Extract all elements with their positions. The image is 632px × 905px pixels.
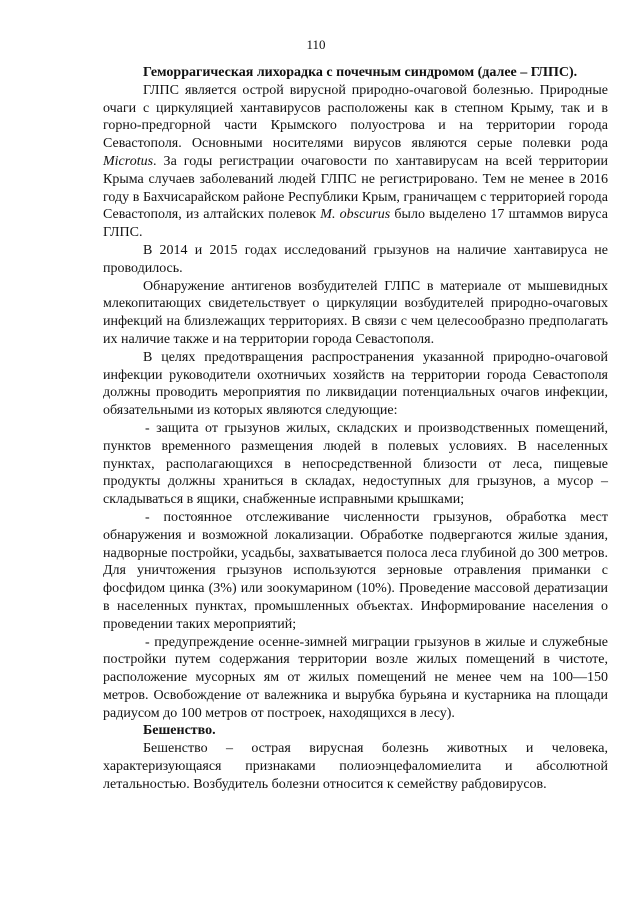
paragraph-antigens: Обнаружение антигенов возбудителей ГЛПС в материале от мышевидных млекопитающих свидетельствует о циркуляции возбудителей природно-очаговых инфекций на близлежащих территориях. В связи с чем целесообразно предполагать их наличие также и на территории города Севастополя. — [103, 278, 608, 347]
page-number: 110 — [306, 37, 326, 52]
page-content — [103, 64, 608, 794]
paragraph-studies: В 2014 и 2015 годах исследований грызунов на наличие хантавируса не проводилось. — [103, 242, 608, 276]
paragraph-prevention: В целях предотвращения распространения указанной природно-очаговой инфекции руководители охотничьих хозяйств на территории города Севастополя должны проводить мероприятия по ликвидации потенциальных очагов инфекции, обязательными из которых являются следующие: — [103, 349, 608, 419]
section-heading-rabies: Бешенство. — [143, 723, 216, 739]
paragraph-rabies: Бешенство – острая вирусная болезнь животных и человека, характеризующаяся признаками полиоэнцефаломиелита и абсолютной летальностью. Возбудитель болезни относится к семейству рабдовирусов. — [103, 741, 608, 792]
measure-item: - предупреждение осенне-зимней миграции грызунов в жилые и служебные постройки путем содержания территории возле жилых помещений в чистоте, расположение мусорных ям от жилых помещений не менее чем на 100—150 метров. Освобождение от валежника и вырубка бурьяна и кустарника на площади радиусом до 100 метров от построек, находящихся в лесу). — [103, 634, 608, 721]
section-heading-glps: Геморрагическая лихорадка с почечным синдромом (далее – ГЛПС). — [143, 65, 578, 80]
measure-item: - постоянное отслеживание численности грызунов, обработка мест обнаружения и возможной локализации. Обработке подвергаются жилые здания, надворные постройки, усадьбы, захватывается полоса леса глубиной до 300 метров. Для уничтожения грызунов используются зерновые отравления приманки с фосфидом цинка (3%) или зоокумарином (10%). Проведение массовой дератизации в населенных пунктах, промышленных объектах. Информирование населения о проведении таких мероприятий; — [103, 509, 608, 632]
paragraph-text: ГЛПС является острой вирусной природно-очаговой болезнью. Природные очаги с циркуляцией хантавирусов расположены как в степном Крыму, так и в горно-предгорной части Крымского полуострова и на территории города Севастополя. Основными носителями вирусов являются серые полевки рода — [103, 82, 608, 152]
paragraph-text: . За годы регистрации очаговости по хантавирусам на всей территории Крыма случаев заболеваний людей ГЛПС не регистрировано. Тем не менее в 2016 году в Бахчисарайском районе Республики Крым, граничащем с территорией города Севастополя, из алтайских полевок — [103, 153, 608, 223]
species-name: M. obscurus — [320, 207, 391, 223]
measure-item: - защита от грызунов жилых, складских и производственных помещений, пунктов временного размещения людей в полевых условиях. В населенных пунктах, располагающихся в непосредственной близости от леса, пищевые продукты должны храниться в складах, недоступных для грызунов, а мусор – складываться в ящики, снабженные исправными крышками; — [103, 420, 608, 508]
paragraph-glps-intro — [103, 82, 608, 242]
paragraph-text: было выделено 17 штаммов вируса ГЛПС. — [103, 207, 608, 241]
genus-name: Microtus — [103, 153, 154, 169]
